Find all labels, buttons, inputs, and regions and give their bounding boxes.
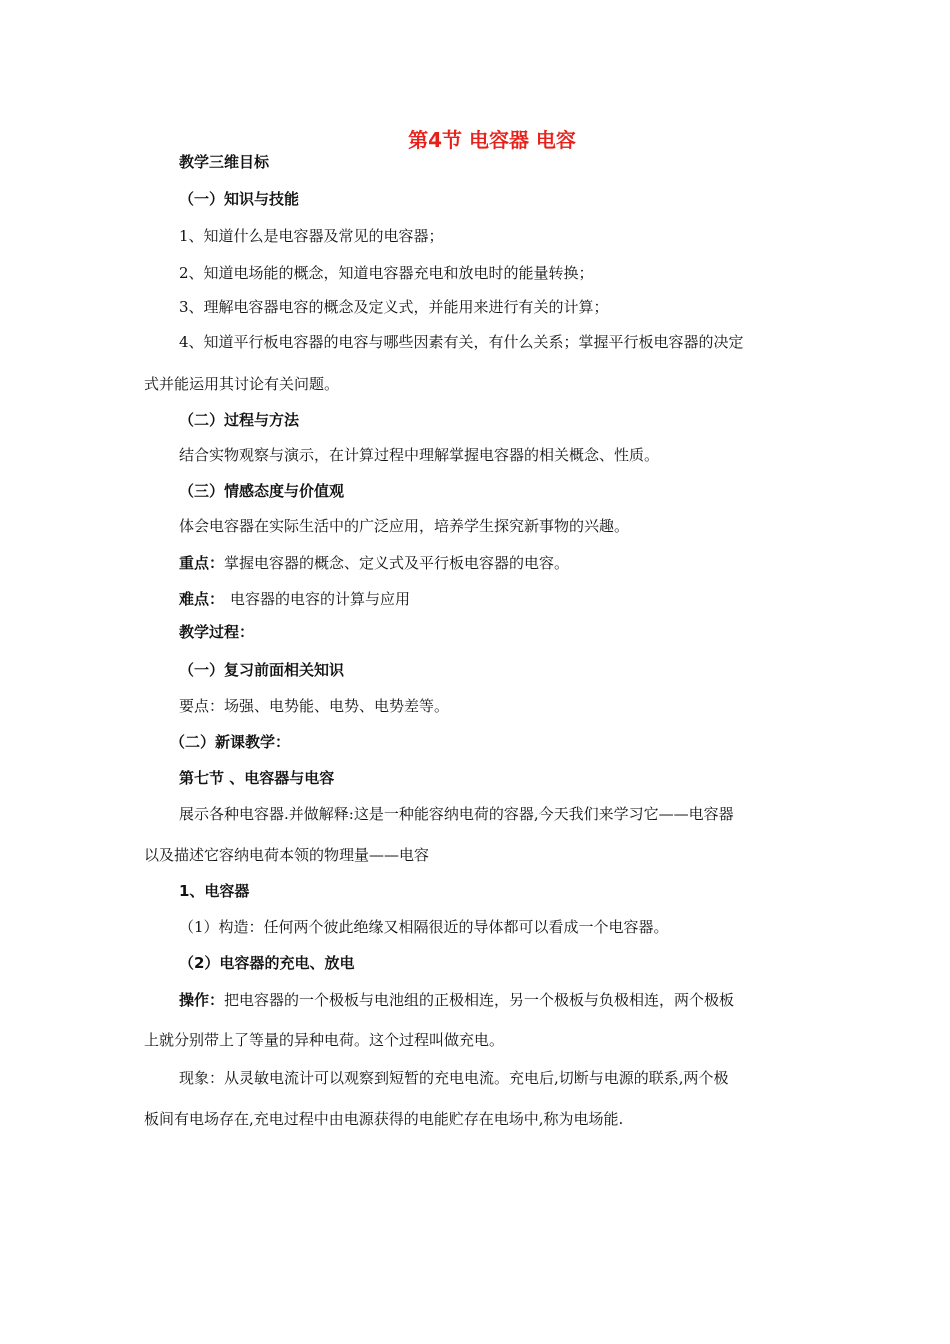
intro-line: 以及描述它容纳电荷本领的物理量——电容 (144, 846, 430, 864)
phenomenon-line: 板间有电场存在,充电过程中由电源获得的电能贮存在电场中,称为电场能. (144, 1110, 624, 1128)
section-heading: 第七节 、电容器与电容 (179, 769, 335, 787)
knowledge-item: 3、理解电容器电容的概念及定义式，并能用来进行有关的计算； (179, 298, 609, 316)
operation-line: 上就分别带上了等量的异种电荷。这个过程叫做充电。 (144, 1031, 505, 1049)
subsection-charge-discharge: （2）电容器的充电、放电 (179, 954, 355, 972)
operation-label: 操作： (179, 991, 225, 1009)
key-point (179, 553, 569, 573)
operation-line (179, 990, 734, 1010)
process-text: 结合实物观察与演示，在计算过程中理解掌握电容器的相关概念、性质。 (179, 446, 660, 464)
knowledge-item: 4、知道平行板电容器的电容与哪些因素有关，有什么关系；掌握平行板电容器的决定 (179, 333, 744, 351)
knowledge-item: 2、知道电场能的概念，知道电容器充电和放电时的能量转换； (179, 264, 594, 282)
knowledge-item: 式并能运用其讨论有关问题。 (144, 375, 340, 393)
structure-text: （1）构造：任何两个彼此绝缘又相隔很近的导体都可以看成一个电容器。 (179, 918, 669, 936)
attitude-heading: （三）情感态度与价值观 (179, 482, 345, 500)
intro-line: 展示各种电容器.并做解释:这是一种能容纳电荷的容器,今天我们来学习它——电容器 (179, 805, 734, 823)
page-title: 第4节 电容器 电容 (408, 128, 576, 152)
phenomenon-line: 现象：从灵敏电流计可以观察到短暂的充电电流。充电后,切断与电源的联系,两个极 (179, 1069, 729, 1087)
difficulty (179, 589, 410, 609)
key-point-label: 重点： (179, 554, 225, 572)
process-heading: （二）过程与方法 (179, 411, 300, 429)
objectives-heading: 教学三维目标 (179, 153, 270, 171)
knowledge-item: 1、知道什么是电容器及常见的电容器； (179, 227, 444, 245)
difficulty-label: 难点： (179, 590, 225, 608)
attitude-text: 体会电容器在实际生活中的广泛应用，培养学生探究新事物的兴趣。 (179, 517, 630, 535)
difficulty-text: 电容器的电容的计算与应用 (230, 590, 411, 608)
review-heading: （一）复习前面相关知识 (179, 661, 345, 679)
subsection-capacitor: 1、电容器 (179, 882, 250, 900)
operation-text: 把电容器的一个极板与电池组的正极相连，另一个极板与负极相连，两个极板 (224, 991, 735, 1009)
review-text: 要点：场强、电势能、电势、电势差等。 (179, 697, 450, 715)
knowledge-heading: （一）知识与技能 (179, 190, 300, 208)
teaching-process-heading: 教学过程： (179, 623, 255, 641)
new-lesson-heading: （二）新课教学： (170, 733, 291, 751)
key-point-text: 掌握电容器的概念、定义式及平行板电容器的电容。 (224, 554, 570, 572)
